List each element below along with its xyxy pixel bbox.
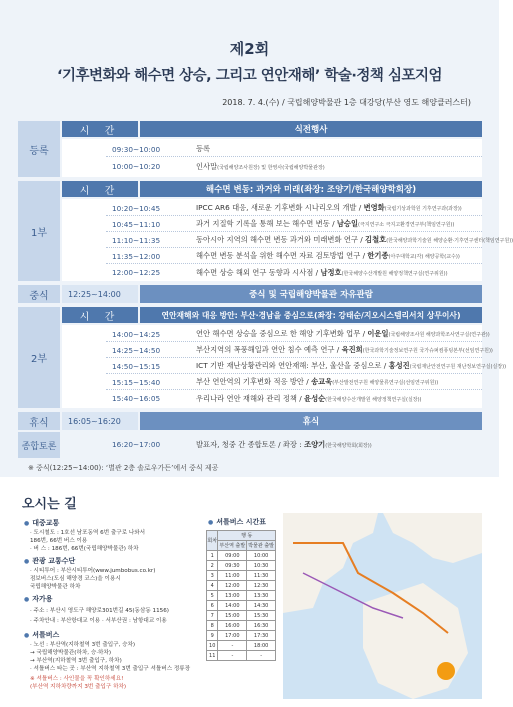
break-title: 휴식: [140, 412, 482, 430]
row-content: [182, 268, 448, 278]
table-row: [106, 327, 490, 342]
schedule-depart-station: 09:00: [218, 551, 247, 561]
col-depart-museum: 박물관 출발: [247, 541, 276, 551]
row-time: 11:35~12:00: [112, 251, 161, 261]
public-line: · 도시철도 : 1호선 남포동역 6번 출구로 나와서: [30, 530, 146, 536]
schedule-depart-museum: 13:30: [247, 591, 276, 601]
row-title: IPCC AR6 대응, 새로운 기후변화 시나리오의 개발 /: [196, 203, 364, 212]
lunch-note: ※ 중식(12:25~14:00): ‘별관 2층 솔로우가든’에서 중식 제공: [28, 464, 219, 472]
section-label-part2: 2부: [18, 307, 60, 408]
row-title: 부산 연안역의 기후변화 적응 방안 /: [196, 377, 312, 386]
row-speaker: 김철호: [365, 235, 387, 244]
schedule-row: [207, 621, 276, 631]
schedule-round: 3: [207, 571, 218, 581]
row-title: 발표자, 청중 간 종합토론 / 좌장 :: [196, 439, 305, 449]
discussion-section: [18, 432, 482, 458]
schedule-depart-station: 13:00: [218, 591, 247, 601]
schedule-round: 8: [207, 621, 218, 631]
schedule-row: [207, 651, 276, 661]
row-content: [182, 440, 372, 450]
schedule-depart-museum: 10:30: [247, 561, 276, 571]
directions-title: 오시는 길: [22, 497, 77, 512]
table-row: [106, 437, 482, 452]
schedule-round: 11: [207, 651, 218, 661]
table-row: [106, 265, 482, 280]
col-depart-station: 부산역 출발: [218, 541, 247, 551]
row-title: 우리나라 연안 재해와 관리 정책 /: [196, 393, 305, 403]
schedule-row: [207, 561, 276, 571]
table-row: [106, 249, 482, 264]
schedule-round: 1: [207, 551, 218, 561]
schedule-round: 9: [207, 631, 218, 641]
row-time: 16:20~17:00: [112, 440, 161, 449]
row-affiliation: (국립해양조사원장) 및 한영사(국립해양박물관장): [217, 164, 325, 171]
schedule-round: 4: [207, 581, 218, 591]
part2-section: [18, 307, 507, 408]
table-row: [106, 343, 493, 358]
shuttle-schedule-title: ● 셔틀버스 시간표: [208, 517, 266, 527]
tour-line: 점보버스(도심 해양경 코스)을 이용시: [30, 576, 121, 582]
museum-marker-icon: [437, 662, 455, 680]
public-line: 186번, 66번 버스 이용: [30, 538, 88, 544]
schedule-depart-museum: 15:30: [247, 611, 276, 621]
col-round: 회차: [207, 531, 218, 551]
row-title: ICT 기반 재난상황관리와 연안재해: 부산, 울산을 중심으로 /: [196, 361, 389, 370]
lunch-section: [18, 285, 482, 303]
shuttle-line: · 노선 : 부산역(지하철역 3번 출입구, 승차): [30, 642, 136, 648]
row-content: [182, 394, 422, 404]
row-content: [182, 162, 325, 172]
location-map: [283, 513, 482, 699]
row-time: 15:15~15:40: [112, 377, 161, 387]
car-line: · 주차안내 : 부산항대교 이용 · 서부산권 : 남항대교 이용: [30, 618, 167, 624]
schedule-depart-station: 17:00: [218, 631, 247, 641]
poster-title: ‘기후변화와 해수면 상승, 그리고 연안재해’ 학술·정책 심포지엄: [57, 68, 442, 84]
shuttle-schedule-table: [206, 530, 276, 661]
shuttle-title: ● 셔틀버스: [24, 630, 59, 640]
public-line: · 버 스 : 186번, 66번(국립해양박물관) 하차: [30, 546, 139, 552]
part1-title: 해수면 변동: 과거와 미래(좌장: 조양기/한국해양학회장): [140, 181, 482, 197]
row-time: 10:00~10:20: [112, 162, 161, 171]
row-speaker: 이운일: [367, 329, 389, 338]
row-affiliation: (국립기상과학원 기후연구과(과장)): [384, 206, 462, 212]
schedule-row: [207, 611, 276, 621]
row-affiliation: (한국과학기술정보연구원 국가슈퍼컴퓨팅본부(선임연구원)): [362, 348, 493, 354]
col-group: 행 동: [218, 531, 276, 541]
car-title: ● 자가용: [24, 594, 53, 604]
row-time: 14:00~14:25: [112, 329, 161, 339]
row-affiliation: (아주대학교(각) 해양공학(교수)): [388, 254, 460, 260]
shuttle-line: → 부산역(지하철역 3번 출입구, 하차): [30, 658, 122, 664]
schedule-row: [207, 631, 276, 641]
table-row: [106, 159, 482, 174]
schedule-depart-station: 11:00: [218, 571, 247, 581]
row-title: 연안 해수면 상승을 중심으로 한 해양 기후변화 업무 /: [196, 329, 368, 338]
schedule-depart-station: 15:00: [218, 611, 247, 621]
schedule-depart-station: 14:00: [218, 601, 247, 611]
break-time: 16:05~16:20: [62, 412, 138, 430]
tour-line: · 시티투어 : 부산시티투어(www.jumbobus.co.kr): [30, 568, 156, 574]
row-speaker: 조양기: [304, 439, 326, 449]
row-speaker: 한기종: [367, 251, 389, 260]
break-section: [18, 412, 482, 430]
lunch-title: 중식 및 국립해양박물관 자유관람: [140, 285, 482, 303]
table-row: [106, 391, 482, 406]
row-title: 인사말: [196, 161, 218, 171]
row-affiliation: (극지연구소 극지고환경연구부(책임연구원)): [358, 222, 455, 228]
schedule-depart-station: -: [218, 641, 247, 651]
schedule-depart-station: -: [218, 651, 247, 661]
section-label-registration: 등록: [18, 121, 60, 177]
row-time: 15:40~16:05: [112, 394, 161, 403]
row-title: 과거 지질학 기록을 통해 보는 해수면 변동 /: [196, 219, 337, 228]
part1-rows: [62, 199, 513, 281]
registration-title: 식전행사: [140, 121, 482, 137]
schedule-round: 10: [207, 641, 218, 651]
registration-rows: [62, 139, 482, 177]
row-speaker: 남승일: [336, 219, 358, 228]
schedule-depart-museum: -: [247, 651, 276, 661]
row-speaker: 윤성순: [304, 393, 326, 403]
row-content: [182, 144, 210, 154]
schedule-depart-museum: 12:30: [247, 581, 276, 591]
row-content: [182, 235, 513, 245]
tour-transport-title: ● 관광 교통수단: [24, 556, 75, 566]
table-row: [106, 142, 482, 157]
table-row: [106, 359, 507, 374]
row-affiliation: (한국해양수산개발원 해양정책연구실(연구위원)): [341, 270, 448, 277]
tour-line: 국립해양박물관 하차: [30, 584, 81, 590]
row-title: 해수면 변동 분석을 위한 해수면 자료 검토방법 연구 /: [196, 251, 368, 260]
shuttle-warning: ※ 셔틀버스 : 사인물을 꼭 확인하세요!: [30, 676, 124, 682]
schedule-row: [207, 581, 276, 591]
part2-rows: [62, 325, 507, 408]
table-row: [106, 201, 482, 216]
schedule-row: [207, 551, 276, 561]
transport-info: [18, 514, 191, 700]
schedule-depart-station: 09:30: [218, 561, 247, 571]
row-time: 09:30~10:00: [112, 144, 161, 154]
schedule-round: 5: [207, 591, 218, 601]
row-content: [182, 203, 462, 213]
row-content: [182, 345, 493, 355]
table-row: [106, 217, 482, 232]
shuttle-line: → 국립해양박물관(하차, 승·하차): [30, 650, 112, 656]
row-title: 해수면 상승 해외 연구 동향과 시사점 /: [196, 267, 321, 277]
schedule-depart-museum: 16:30: [247, 621, 276, 631]
row-speaker: 송교욱: [311, 377, 333, 386]
schedule-depart-museum: 11:30: [247, 571, 276, 581]
time-header: 시 간: [62, 181, 138, 197]
session-number: 제2회: [229, 40, 270, 58]
schedule-depart-museum: 18:00: [247, 641, 276, 651]
table-row: [106, 375, 482, 390]
schedule-row: [207, 641, 276, 651]
table-row: [106, 233, 513, 248]
section-label-discussion: 종합토론: [18, 432, 60, 458]
time-header: 시 간: [62, 121, 138, 137]
section-label-part1: 1부: [18, 181, 60, 281]
part2-title: 연안재해와 대응 방안: 부산·경남을 중심으로(좌장: 강태순/지오시스템리서치 상무이사): [140, 307, 482, 323]
lunch-time: 12:25~14:00: [62, 285, 138, 303]
row-speaker: 남정호: [320, 267, 342, 277]
row-affiliation: (한국해양과학기술원 해양순환·기후연구센터(책임연구원)): [386, 238, 513, 244]
schedule-round: 7: [207, 611, 218, 621]
schedule-row: [207, 591, 276, 601]
row-content: [182, 361, 506, 371]
section-label-lunch: 중식: [18, 285, 60, 303]
schedule-round: 6: [207, 601, 218, 611]
row-time: 11:10~11:35: [112, 235, 161, 245]
row-time: 10:45~11:10: [112, 219, 161, 229]
schedule-round: 2: [207, 561, 218, 571]
row-time: 14:50~15:15: [112, 361, 161, 371]
row-content: [182, 329, 490, 339]
row-title: 등록: [196, 144, 211, 153]
schedule-depart-station: 12:00: [218, 581, 247, 591]
schedule-depart-museum: 10:00: [247, 551, 276, 561]
row-affiliation: (한국해양수산개발원 해양정책연구실(실장)): [325, 396, 422, 403]
row-content: [182, 377, 438, 387]
row-speaker: 홍성진: [388, 361, 410, 370]
row-affiliation: (부산발전연구원 해양물류연구실(선임연구위원)): [332, 380, 439, 386]
shuttle-line: · 셔틀버스 타는 곳 : 부산역 지하철역 3번 출입구 셔틀버스 정류장: [30, 666, 191, 672]
time-header: 시 간: [62, 307, 138, 323]
row-time: 10:20~10:45: [112, 203, 161, 213]
row-speaker: 변영화: [363, 203, 385, 212]
schedule-depart-museum: 14:30: [247, 601, 276, 611]
shuttle-warning: (부산역 지하차량까지 3번 출입구 하차): [30, 684, 127, 690]
row-title: 동아시아 지역의 해수면 변동 과거와 미래변화 연구 /: [196, 235, 366, 244]
schedule-depart-museum: 17:30: [247, 631, 276, 641]
public-transport-title: ● 대중교통: [24, 518, 59, 528]
date-venue: 2018. 7. 4.(수) / 국립해양박물관 1층 대강당(부산 영도 해양클러스터): [222, 98, 471, 107]
row-time: 12:00~12:25: [112, 268, 161, 277]
registration-section: [18, 121, 482, 177]
schedule-depart-station: 16:00: [218, 621, 247, 631]
schedule-row: [207, 571, 276, 581]
row-title: 부산지역의 폭풍해일과 연안 침수 예측 연구 /: [196, 345, 342, 354]
map-illustration: [283, 513, 482, 699]
row-speaker: 육진희: [341, 345, 363, 354]
schedule-row: [207, 601, 276, 611]
section-label-break: 휴식: [18, 412, 60, 430]
row-content: [182, 251, 460, 261]
row-affiliation: (한국해양학회(회장)): [325, 442, 372, 449]
row-affiliation: (국립재난안전연구원 재난정보연구실(실장)): [409, 364, 507, 370]
discussion-row: [62, 432, 482, 458]
part1-section: [18, 181, 513, 281]
row-time: 14:25~14:50: [112, 345, 161, 355]
row-content: [182, 219, 454, 229]
car-line: · 주소 : 부산시 영도구 해양로301번길 45(동삼동 1156): [30, 608, 169, 614]
row-affiliation: (국립해양조사원 해양과학조사연구실(연구관)): [388, 332, 490, 338]
